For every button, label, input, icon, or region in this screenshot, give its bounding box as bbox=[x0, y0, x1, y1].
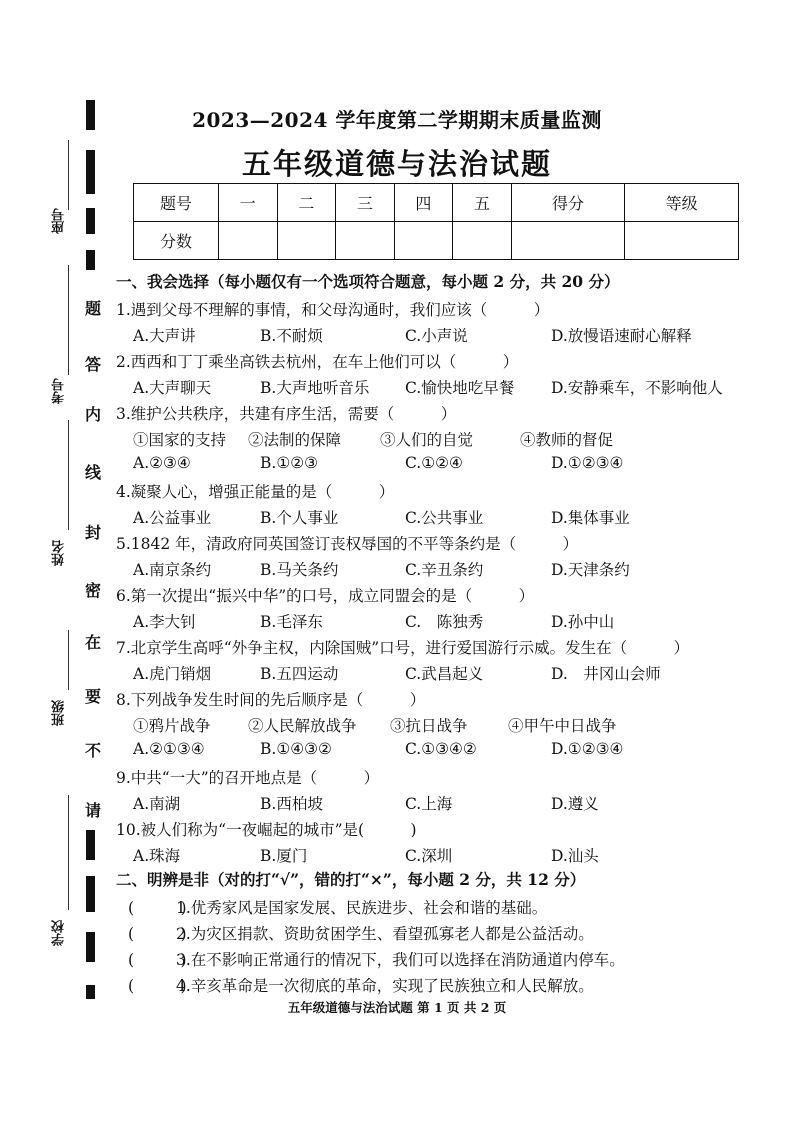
statement-item: ①国家的支持 bbox=[133, 431, 227, 449]
option-c[interactable]: C.①②④ bbox=[405, 454, 463, 472]
exam-title: 2023—2024 学年度第二学期期末质量监测 bbox=[192, 108, 602, 132]
answer-blank[interactable]: ( ) bbox=[128, 925, 187, 943]
option-d[interactable]: D. 井冈山会师 bbox=[551, 665, 661, 683]
option-b[interactable]: B.个人事业 bbox=[260, 509, 339, 527]
option-a[interactable]: A.虎门销烟 bbox=[133, 665, 212, 683]
option-b[interactable]: B.厦门 bbox=[260, 847, 308, 865]
binding-bar bbox=[86, 208, 95, 234]
binding-bar bbox=[86, 932, 95, 962]
option-d[interactable]: D.①②③④ bbox=[551, 454, 624, 472]
option-d[interactable]: D.遵义 bbox=[551, 795, 599, 813]
seat-label: 座号 bbox=[52, 208, 67, 234]
seal-char: 请 bbox=[82, 800, 104, 822]
score-header-cell: 三 bbox=[336, 184, 395, 222]
section-title: 二、明辨是非（对的打“√”，错的打“×”，每小题 2 分，共 12 分） bbox=[116, 870, 586, 889]
score-row-label: 分数 bbox=[134, 222, 219, 260]
option-d[interactable]: D.孙中山 bbox=[551, 613, 615, 631]
writing-line bbox=[68, 795, 69, 910]
statement-item: ①鸦片战争 bbox=[133, 717, 211, 735]
option-c[interactable]: C.上海 bbox=[405, 795, 453, 813]
statement-item: ③人们的自觉 bbox=[380, 431, 474, 449]
score-cell[interactable] bbox=[625, 222, 739, 260]
option-c[interactable]: C.深圳 bbox=[405, 847, 453, 865]
writing-line bbox=[68, 265, 69, 375]
score-cell[interactable] bbox=[219, 222, 278, 260]
binding-bar bbox=[86, 830, 95, 860]
option-c[interactable]: C.公共事业 bbox=[405, 509, 484, 527]
option-c[interactable]: C.愉快地吃早餐 bbox=[405, 379, 515, 397]
option-c[interactable]: C.①③④② bbox=[405, 740, 477, 758]
answer-blank[interactable]: ( ) bbox=[128, 951, 187, 969]
option-b[interactable]: B.毛泽东 bbox=[260, 613, 323, 631]
score-cell[interactable] bbox=[277, 222, 336, 260]
seal-char: 封 bbox=[82, 522, 104, 544]
option-b[interactable]: B.马关条约 bbox=[260, 561, 339, 579]
answer-blank[interactable]: ( ) bbox=[128, 899, 187, 917]
question-stem: 4.凝聚人心，增强正能量的是（ ） bbox=[116, 483, 395, 501]
option-a[interactable]: A.大声聊天 bbox=[133, 379, 212, 397]
score-header-cell: 题号 bbox=[134, 184, 219, 222]
option-d[interactable]: D.汕头 bbox=[551, 847, 599, 865]
answer-blank[interactable]: ( ) bbox=[128, 977, 187, 995]
score-table bbox=[133, 183, 739, 260]
question-stem: 3.维护公共秩序，共建有序生活，需要（ ） bbox=[116, 405, 457, 423]
option-b[interactable]: B.西柏坡 bbox=[260, 795, 323, 813]
score-cell[interactable] bbox=[394, 222, 453, 260]
option-b[interactable]: B.①④③② bbox=[260, 740, 332, 758]
option-b[interactable]: B.不耐烦 bbox=[260, 327, 323, 345]
page-footer: 五年级道德与法治试题 第 1 页 共 2 页 bbox=[287, 1000, 507, 1015]
question-stem: 2.西西和丁丁乘坐高铁去杭州，在车上他们可以（ ） bbox=[116, 353, 519, 371]
option-a[interactable]: A.南湖 bbox=[133, 795, 181, 813]
judgment-statement: 4.辛亥革命是一次彻底的革命，实现了民族独立和人民解放。 bbox=[176, 977, 594, 995]
option-d[interactable]: D.天津条约 bbox=[551, 561, 630, 579]
judgment-statement: 1.优秀家风是国家发展、民族进步、社会和谐的基础。 bbox=[176, 899, 548, 917]
school-label: 学校 bbox=[52, 920, 67, 946]
class-label: 班级 bbox=[52, 700, 67, 726]
judgment-statement: 2.为灾区捐款、资助贫困学生、看望孤寡老人都是公益活动。 bbox=[176, 925, 594, 943]
seal-char: 题 bbox=[82, 298, 104, 320]
score-cell[interactable] bbox=[453, 222, 512, 260]
statement-item: ②人民解放战争 bbox=[248, 717, 357, 735]
binding-bar bbox=[86, 985, 95, 999]
option-a[interactable]: A.李大钊 bbox=[133, 613, 196, 631]
seal-char: 答 bbox=[82, 354, 104, 376]
question-stem: 10.被人们称为“一夜崛起的城市”是( ) bbox=[116, 821, 417, 839]
writing-line bbox=[68, 420, 69, 530]
score-header-cell: 五 bbox=[453, 184, 512, 222]
option-b[interactable]: B.①②③ bbox=[260, 454, 319, 472]
seal-char: 密 bbox=[82, 580, 104, 602]
option-d[interactable]: D.安静乘车，不影响他人 bbox=[551, 379, 723, 397]
judgment-statement: 3.在不影响正常通行的情况下，我们可以选择在消防通道内停车。 bbox=[176, 951, 625, 969]
seal-char: 不 bbox=[82, 740, 104, 762]
score-header-cell: 四 bbox=[394, 184, 453, 222]
option-c[interactable]: C.辛丑条约 bbox=[405, 561, 484, 579]
option-c[interactable]: C.武昌起义 bbox=[405, 665, 484, 683]
option-b[interactable]: B.五四运动 bbox=[260, 665, 339, 683]
option-d[interactable]: D.集体事业 bbox=[551, 509, 630, 527]
seal-char: 在 bbox=[82, 632, 104, 654]
statement-item: ③抗日战争 bbox=[390, 717, 468, 735]
option-a[interactable]: A.②①③④ bbox=[133, 740, 205, 758]
option-a[interactable]: A.②③④ bbox=[133, 454, 191, 472]
statement-item: ②法制的保障 bbox=[248, 431, 342, 449]
question-stem: 6.第一次提出“振兴中华”的口号，成立同盟会的是（ ） bbox=[116, 587, 535, 605]
score-cell[interactable] bbox=[336, 222, 395, 260]
score-table-header-row bbox=[134, 184, 739, 222]
question-stem: 9.中共“一大”的召开地点是（ ） bbox=[116, 769, 380, 787]
binding-bar bbox=[86, 250, 95, 270]
option-c[interactable]: C. 陈独秀 bbox=[405, 613, 484, 631]
option-d[interactable]: D.放慢语速耐心解释 bbox=[551, 327, 692, 345]
statement-item: ④甲午中日战争 bbox=[508, 717, 617, 735]
question-stem: 8.下列战争发生时间的先后顺序是（ ） bbox=[116, 691, 426, 709]
seal-char: 要 bbox=[82, 686, 104, 708]
question-stem: 1.遇到父母不理解的事情，和父母沟通时，我们应该（ ） bbox=[116, 301, 550, 319]
option-d[interactable]: D.①②③④ bbox=[551, 740, 624, 758]
exam-no-label: 考号 bbox=[52, 378, 67, 404]
binding-bar bbox=[86, 876, 95, 912]
score-cell[interactable] bbox=[511, 222, 625, 260]
option-a[interactable]: A.南京条约 bbox=[133, 561, 212, 579]
option-a[interactable]: A.大声讲 bbox=[133, 327, 196, 345]
score-header-cell: 得分 bbox=[511, 184, 625, 222]
seal-char: 内 bbox=[82, 404, 104, 426]
seal-char: 线 bbox=[82, 462, 104, 484]
score-header-cell: 一 bbox=[219, 184, 278, 222]
section-title: 一、我会选择（每小题仅有一个选项符合题意，每小题 2 分，共 20 分） bbox=[116, 272, 620, 291]
name-label: 姓名 bbox=[52, 540, 67, 566]
question-stem: 5.1842 年，清政府同英国签订丧权辱国的不平等条约是（ ） bbox=[116, 535, 579, 553]
question-stem: 7.北京学生高呼“外争主权，内除国贼”口号，进行爱国游行示威。发生在（ ） bbox=[116, 639, 690, 657]
score-header-cell: 等级 bbox=[625, 184, 739, 222]
option-c[interactable]: C.小声说 bbox=[405, 327, 468, 345]
exam-subtitle: 五年级道德与法治试题 bbox=[241, 147, 552, 181]
option-a[interactable]: A.珠海 bbox=[133, 847, 181, 865]
statement-item: ④教师的督促 bbox=[520, 431, 614, 449]
option-a[interactable]: A.公益事业 bbox=[133, 509, 212, 527]
score-header-cell: 二 bbox=[277, 184, 336, 222]
writing-line bbox=[68, 630, 69, 690]
score-table-score-row bbox=[134, 222, 739, 260]
option-b[interactable]: B.大声地听音乐 bbox=[260, 379, 370, 397]
